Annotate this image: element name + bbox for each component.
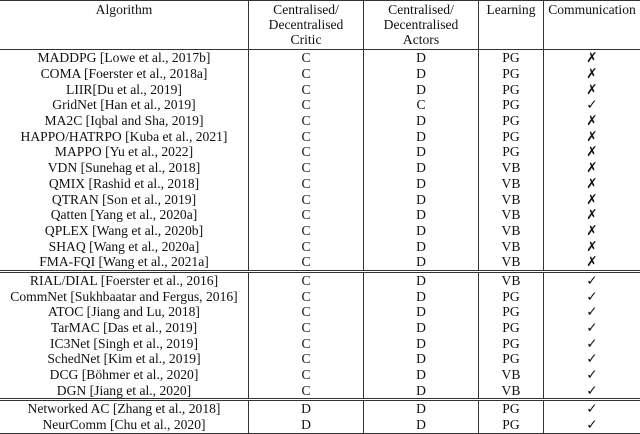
cell-algorithm: QPLEX [Wang et al., 2020b]: [0, 223, 249, 239]
cell-critic: C: [249, 254, 364, 271]
table-row: [0, 367, 640, 383]
cell-algorithm: QTRAN [Son et al., 2019]: [0, 191, 249, 207]
cell-actors: D: [364, 417, 479, 433]
cell-critic: D: [249, 400, 364, 417]
cell-actors: D: [364, 367, 479, 383]
cell-actors: D: [364, 320, 479, 336]
cell-actors: D: [364, 271, 479, 288]
cell-communication: ✓: [544, 288, 640, 304]
table-row: [0, 304, 640, 320]
cell-actors: C: [364, 97, 479, 113]
cell-actors: D: [364, 382, 479, 399]
header-critic-line: Centralised/: [251, 2, 361, 17]
cell-critic: C: [249, 335, 364, 351]
header-communication: Communication: [544, 1, 640, 50]
cell-communication: ✓: [544, 335, 640, 351]
cell-communication: ✓: [544, 351, 640, 367]
header-algorithm: Algorithm: [0, 1, 249, 50]
cell-critic: C: [249, 304, 364, 320]
table-row: [0, 113, 640, 129]
table-row: [0, 320, 640, 336]
cell-learning: PG: [479, 97, 544, 113]
table-row: [0, 400, 640, 417]
cell-learning: PG: [479, 128, 544, 144]
table-row: [0, 50, 640, 66]
table-row: [0, 288, 640, 304]
cell-communication: ✗: [544, 81, 640, 97]
table-row: [0, 176, 640, 192]
cell-algorithm: CommNet [Sukhbaatar and Fergus, 2016]: [0, 288, 249, 304]
header-actors-line: Decentralised: [366, 17, 476, 32]
cell-learning: PG: [479, 81, 544, 97]
cell-communication: ✗: [544, 144, 640, 160]
table-row: [0, 160, 640, 176]
cell-actors: D: [364, 238, 479, 254]
cell-communication: ✓: [544, 320, 640, 336]
cell-actors: D: [364, 66, 479, 82]
cell-critic: C: [249, 176, 364, 192]
cell-actors: D: [364, 288, 479, 304]
cell-algorithm: MADDPG [Lowe et al., 2017b]: [0, 50, 249, 66]
table-row: [0, 382, 640, 399]
cell-learning: VB: [479, 238, 544, 254]
cell-communication: ✗: [544, 223, 640, 239]
cell-communication: ✗: [544, 191, 640, 207]
header-critic-line: Decentralised: [251, 17, 361, 32]
cell-communication: ✗: [544, 66, 640, 82]
table-row: [0, 144, 640, 160]
cell-algorithm: SchedNet [Kim et al., 2019]: [0, 351, 249, 367]
cell-critic: C: [249, 144, 364, 160]
cell-communication: ✗: [544, 238, 640, 254]
cell-algorithm: SHAQ [Wang et al., 2020a]: [0, 238, 249, 254]
cell-learning: VB: [479, 254, 544, 271]
cell-communication: ✗: [544, 160, 640, 176]
cell-learning: VB: [479, 176, 544, 192]
cell-algorithm: Qatten [Yang et al., 2020a]: [0, 207, 249, 223]
cell-learning: PG: [479, 113, 544, 129]
cell-critic: C: [249, 382, 364, 399]
table-row: [0, 417, 640, 433]
cell-learning: PG: [479, 335, 544, 351]
cell-critic: C: [249, 128, 364, 144]
cell-algorithm: LIIR[Du et al., 2019]: [0, 81, 249, 97]
header-actors: [364, 1, 479, 50]
cell-communication: ✓: [544, 417, 640, 433]
cell-algorithm: MAPPO [Yu et al., 2022]: [0, 144, 249, 160]
cell-learning: PG: [479, 320, 544, 336]
table-row: [0, 238, 640, 254]
cell-algorithm: COMA [Foerster et al., 2018a]: [0, 66, 249, 82]
cell-communication: ✓: [544, 382, 640, 399]
table-row: [0, 81, 640, 97]
cell-learning: VB: [479, 223, 544, 239]
cell-algorithm: ATOC [Jiang and Lu, 2018]: [0, 304, 249, 320]
cell-critic: C: [249, 50, 364, 66]
cell-learning: PG: [479, 288, 544, 304]
cell-algorithm: Networked AC [Zhang et al., 2018]: [0, 400, 249, 417]
cell-learning: PG: [479, 66, 544, 82]
cell-critic: C: [249, 367, 364, 383]
cell-learning: PG: [479, 304, 544, 320]
header-critic-line: Critic: [251, 32, 361, 47]
cell-algorithm: RIAL/DIAL [Foerster et al., 2016]: [0, 271, 249, 288]
cell-algorithm: IC3Net [Singh et al., 2019]: [0, 335, 249, 351]
cell-algorithm: MA2C [Iqbal and Sha, 2019]: [0, 113, 249, 129]
table-row: [0, 97, 640, 113]
cell-critic: C: [249, 238, 364, 254]
cell-communication: ✓: [544, 271, 640, 288]
cell-learning: VB: [479, 271, 544, 288]
cell-algorithm: FMA-FQI [Wang et al., 2021a]: [0, 254, 249, 271]
cell-communication: ✗: [544, 176, 640, 192]
cell-actors: D: [364, 128, 479, 144]
cell-learning: VB: [479, 160, 544, 176]
cell-actors: D: [364, 160, 479, 176]
cell-algorithm: TarMAC [Das et al., 2019]: [0, 320, 249, 336]
table-body: [0, 50, 640, 434]
cell-communication: ✗: [544, 113, 640, 129]
cell-critic: D: [249, 417, 364, 433]
cell-actors: D: [364, 191, 479, 207]
cell-algorithm: NeurComm [Chu et al., 2020]: [0, 417, 249, 433]
cell-actors: D: [364, 400, 479, 417]
cell-communication: ✗: [544, 50, 640, 66]
cell-learning: PG: [479, 351, 544, 367]
header-critic: [249, 1, 364, 50]
table-row: [0, 207, 640, 223]
cell-communication: ✓: [544, 400, 640, 417]
cell-critic: C: [249, 351, 364, 367]
table-row: [0, 223, 640, 239]
cell-communication: ✓: [544, 367, 640, 383]
cell-learning: VB: [479, 207, 544, 223]
header-row: [0, 1, 640, 50]
cell-learning: PG: [479, 417, 544, 433]
cell-actors: D: [364, 113, 479, 129]
cell-critic: C: [249, 66, 364, 82]
cell-communication: ✗: [544, 207, 640, 223]
cell-learning: VB: [479, 382, 544, 399]
cell-critic: C: [249, 97, 364, 113]
cell-critic: C: [249, 271, 364, 288]
cell-algorithm: QMIX [Rashid et al., 2018]: [0, 176, 249, 192]
cell-actors: D: [364, 144, 479, 160]
cell-critic: C: [249, 81, 364, 97]
cell-actors: D: [364, 81, 479, 97]
cell-communication: ✗: [544, 254, 640, 271]
cell-learning: VB: [479, 191, 544, 207]
header-learning: Learning: [479, 1, 544, 50]
cell-communication: ✓: [544, 97, 640, 113]
cell-learning: PG: [479, 50, 544, 66]
table-row: [0, 254, 640, 271]
cell-actors: D: [364, 304, 479, 320]
cell-actors: D: [364, 50, 479, 66]
cell-critic: C: [249, 207, 364, 223]
cell-actors: D: [364, 176, 479, 192]
cell-algorithm: VDN [Sunehag et al., 2018]: [0, 160, 249, 176]
cell-algorithm: HAPPO/HATRPO [Kuba et al., 2021]: [0, 128, 249, 144]
table-row: [0, 66, 640, 82]
cell-actors: D: [364, 335, 479, 351]
cell-learning: VB: [479, 367, 544, 383]
cell-critic: C: [249, 320, 364, 336]
cell-actors: D: [364, 351, 479, 367]
cell-algorithm: GridNet [Han et al., 2019]: [0, 97, 249, 113]
table-row: [0, 335, 640, 351]
cell-critic: C: [249, 288, 364, 304]
cell-critic: C: [249, 223, 364, 239]
table-row: [0, 191, 640, 207]
header-actors-line: Actors: [366, 32, 476, 47]
table-row: [0, 271, 640, 288]
cell-learning: PG: [479, 144, 544, 160]
cell-communication: ✗: [544, 128, 640, 144]
cell-critic: C: [249, 160, 364, 176]
cell-communication: ✓: [544, 304, 640, 320]
cell-actors: D: [364, 254, 479, 271]
table-row: [0, 128, 640, 144]
cell-algorithm: DCG [Böhmer et al., 2020]: [0, 367, 249, 383]
table-row: [0, 351, 640, 367]
cell-actors: D: [364, 223, 479, 239]
cell-algorithm: DGN [Jiang et al., 2020]: [0, 382, 249, 399]
cell-actors: D: [364, 207, 479, 223]
header-actors-line: Centralised/: [366, 2, 476, 17]
cell-critic: C: [249, 191, 364, 207]
cell-critic: C: [249, 113, 364, 129]
cell-learning: PG: [479, 400, 544, 417]
